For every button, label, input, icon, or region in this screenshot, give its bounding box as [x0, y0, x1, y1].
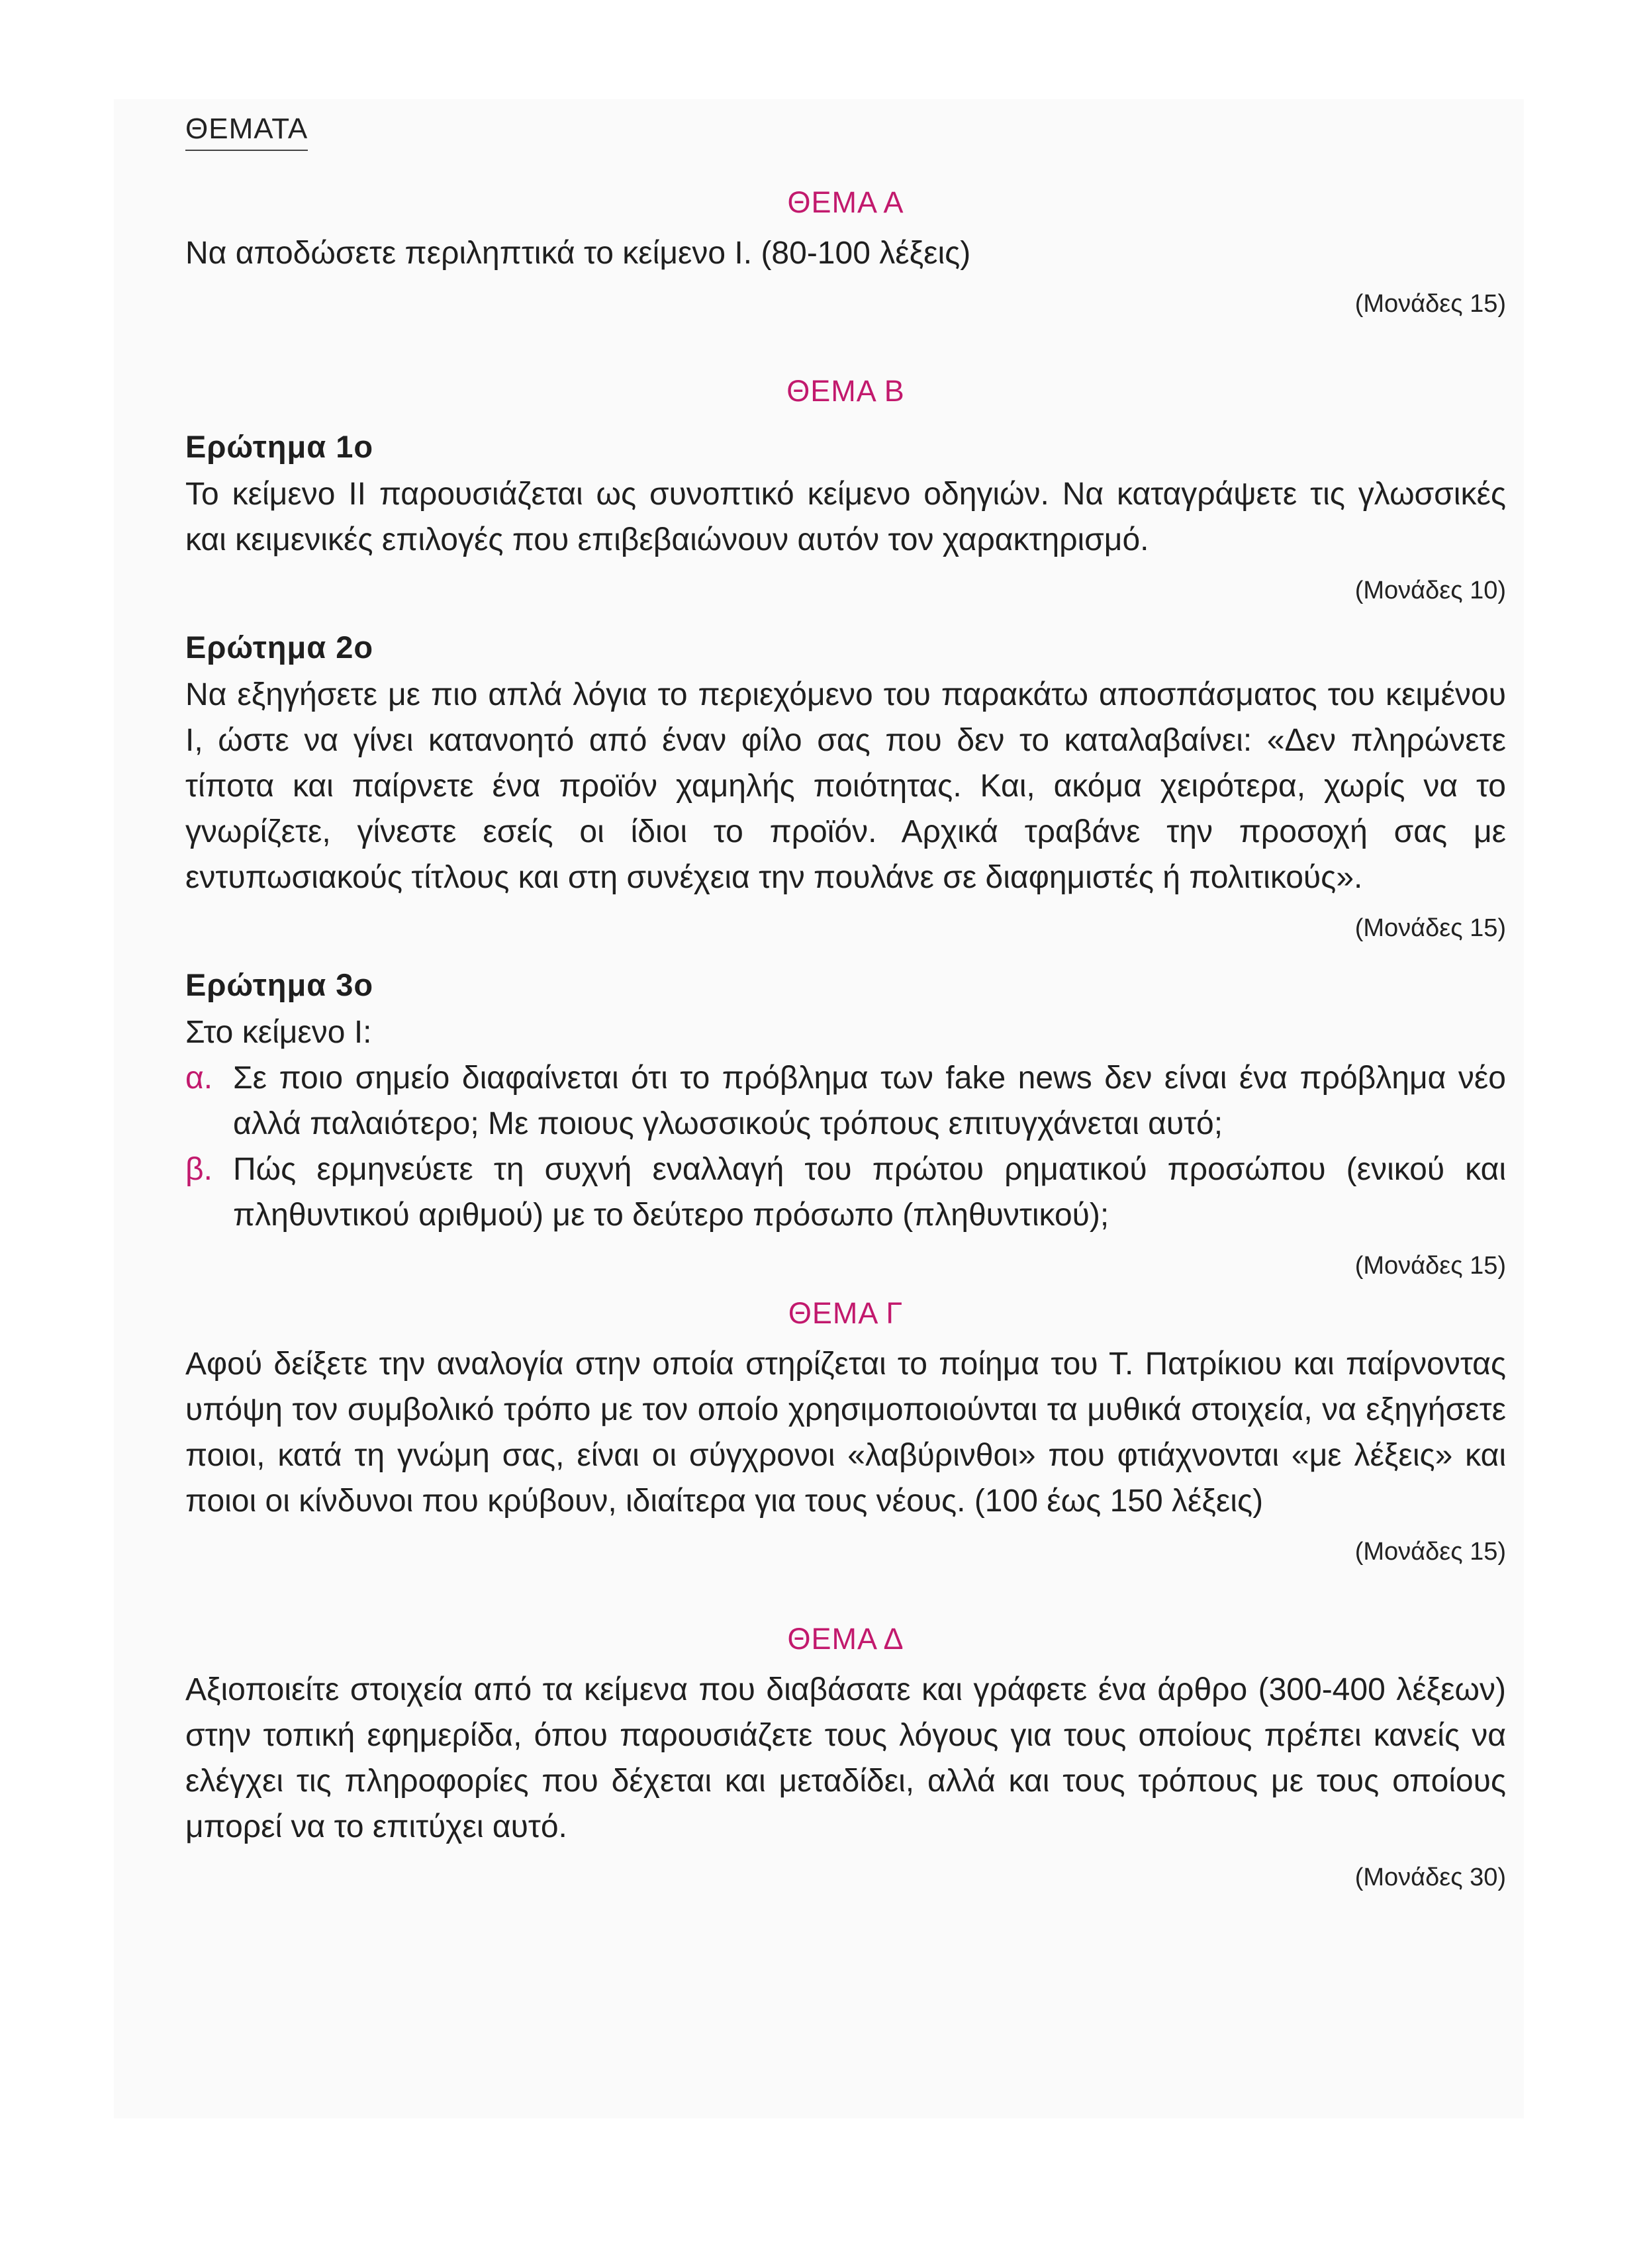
question-2-title: Ερώτημα 2ο	[185, 630, 374, 665]
exam-document	[185, 113, 1506, 1896]
theme-a-title: ΘΕΜΑ Α	[787, 185, 904, 219]
theme-a-text: Να αποδώσετε περιληπτικά το κείμενο I. (80-100 λέξεις)	[185, 236, 971, 271]
question-3-list	[185, 1055, 1506, 1238]
question-1-text: Το κείμενο II παρουσιάζεται ως συνοπτικό κείμενο οδηγιών. Να καταγράψετε τις γλωσσικές και κειμενικές επιλογές που επιβεβαιώνουν αυτόν τον χαρακτηρισμό.	[185, 477, 1506, 557]
section-label: ΘΕΜΑΤΑ	[185, 113, 308, 151]
spacer	[185, 322, 1506, 374]
theme-d-text: Αξιοποιείτε στοιχεία από τα κείμενα που διαβάσατε και γράφετε ένα άρθρο (300-400 λέξεων) στην τοπική εφημερίδα, όπου παρουσιάζετε τους λόγους για τους οποίους πρέπει κανείς να ελέγχει τις πληροφορίες που δέχεται και μεταδίδει, αλλά και τους τρόπους με τους οποίους μπορεί να το επιτύχει αυτό.	[185, 1672, 1506, 1844]
theme-a-marks: (Μονάδες 15)	[1354, 290, 1506, 318]
question-1-title: Ερώτημα 1ο	[185, 429, 374, 464]
theme-d-marks: (Μονάδες 30)	[1354, 1864, 1506, 1891]
theme-d-section	[185, 1622, 1506, 1896]
theme-b-title: ΘΕΜΑ Β	[786, 374, 905, 408]
theme-c-section	[185, 1296, 1506, 1570]
spacer	[185, 1284, 1506, 1296]
list-item-text: Σε ποιο σημείο διαφαίνεται ότι το πρόβλημα των fake news δεν είναι ένα πρόβλημα νέο αλλά παλαιότερο; Με ποιους γλωσσικούς τρόπους επιτυγχάνεται αυτό;	[233, 1061, 1506, 1141]
question-3-marks: (Μονάδες 15)	[1354, 1252, 1506, 1280]
question-3	[185, 967, 1506, 1284]
question-2-marks: (Μονάδες 15)	[1354, 914, 1506, 942]
question-2	[185, 629, 1506, 947]
theme-c-text: Αφού δείξετε την αναλογία στην οποία στηρίζεται το ποίημα του Τ. Πατρίκιου και παίρνοντας υπόψη τον συμβολικό τρόπο με τον οποίο χρησιμοποιούνται τα μυθικά στοιχεία, να εξηγήσετε ποιοι, κατά τη γνώμη σας, είναι οι σύγχρονοι «λαβύρινθοι» που φτιάχνονται «με λέξεις» και ποιοι οι κίνδυνοι που κρύβουν, ιδιαίτερα για τους νέους. (100 έως 150 λέξεις)	[185, 1347, 1506, 1519]
list-item-text: Πώς ερμηνεύετε τη συχνή εναλλαγή του πρώτου ρηματικού προσώπου (ενικού και πληθυντικού αριθμού) με το δεύτερο πρόσωπο (πληθυντικού);	[233, 1152, 1506, 1233]
question-1	[185, 428, 1506, 609]
spacer	[185, 1570, 1506, 1622]
question-2-text: Να εξηγήσετε με πιο απλά λόγια το περιεχόμενο του παρακάτω αποσπάσματος του κειμένου I, ώστε να γίνει κατανοητό από έναν φίλο σας που δεν το καταλαβαίνει: «Δεν πληρώνετε τίποτα και παίρνετε ένα προϊόν χαμηλής ποιότητας. Και, ακόμα χειρότερα, χωρίς να το γνωρίζετε, γίνεστε εσείς οι ίδιοι το προϊόν. Αρχικά τραβάνε την προσοχή σας με εντυπωσιακούς τίτλους και στη συνέχεια την πουλάνε σε διαφημιστές ή πολιτικούς».	[185, 677, 1506, 895]
theme-c-marks: (Μονάδες 15)	[1354, 1538, 1506, 1566]
list-marker: α.	[185, 1061, 213, 1096]
question-1-marks: (Μονάδες 10)	[1354, 577, 1506, 604]
theme-c-title: ΘΕΜΑ Γ	[788, 1296, 904, 1330]
list-item	[185, 1147, 1506, 1238]
list-item	[185, 1055, 1506, 1147]
question-3-intro: Στο κείμενο I:	[185, 1015, 372, 1050]
list-marker: β.	[185, 1152, 212, 1187]
theme-b-section	[185, 374, 1506, 1284]
theme-a-section	[185, 185, 1506, 322]
question-3-title: Ερώτημα 3ο	[185, 967, 374, 1002]
theme-d-title: ΘΕΜΑ Δ	[787, 1622, 904, 1656]
